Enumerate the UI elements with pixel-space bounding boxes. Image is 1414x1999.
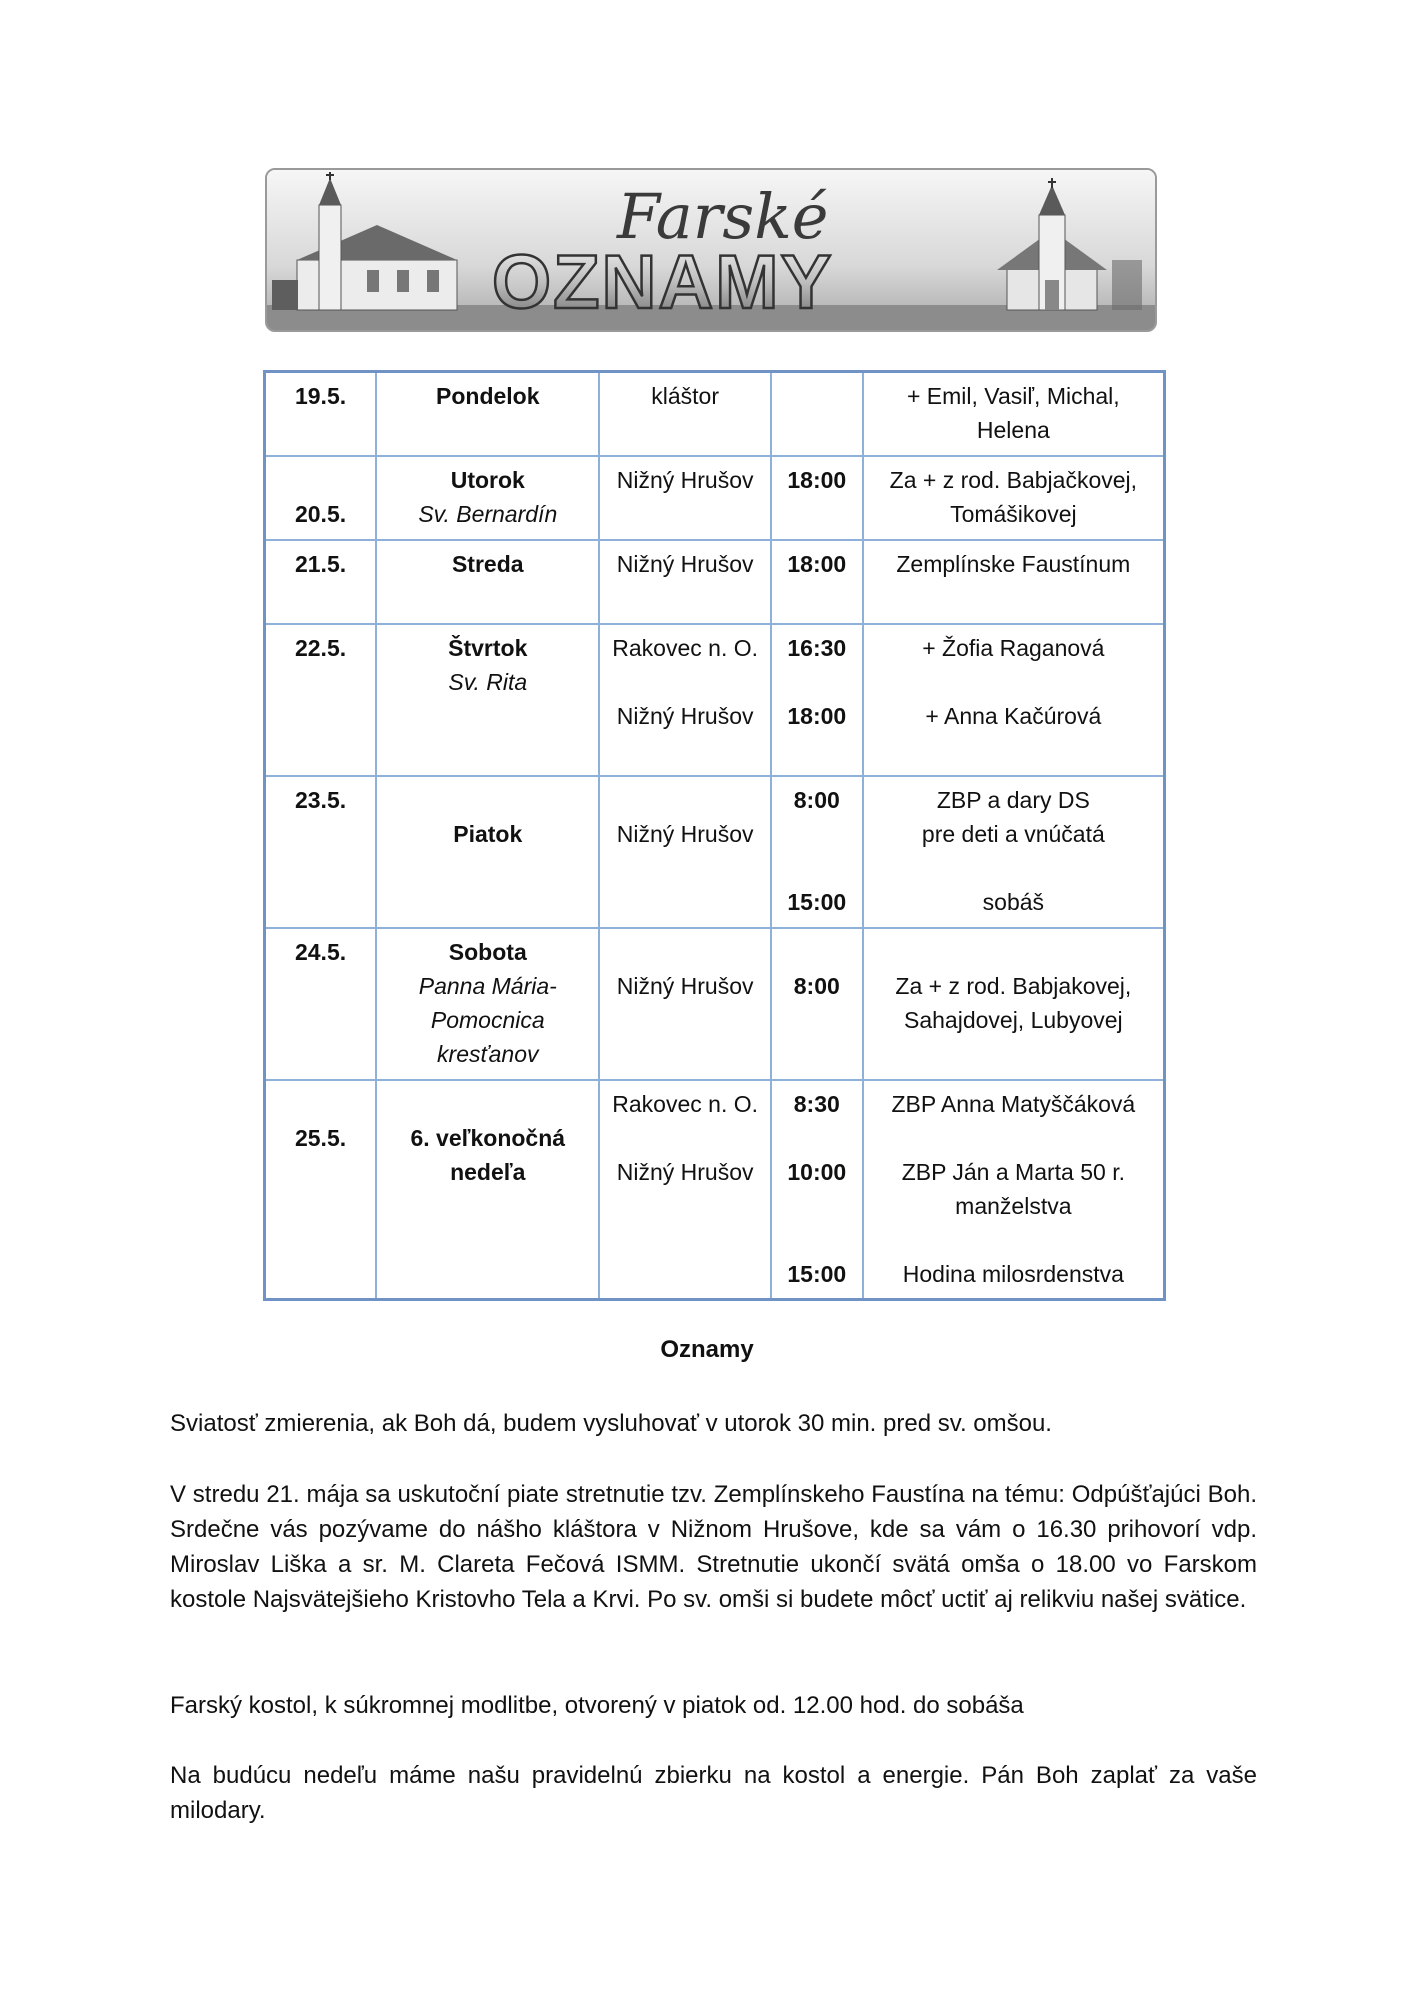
intention-cell: Za + z rod. Babjačkovej, Tomášikovej <box>863 456 1165 540</box>
intention-cell: ZBP Anna Matyščáková ZBP Ján a Marta 50 r. manželstva Hodina milosrdenstva <box>863 1080 1165 1300</box>
time-cell: 16:30 18:00 <box>771 624 863 776</box>
table-row <box>265 776 1165 928</box>
mass-schedule-table <box>263 370 1166 1301</box>
place-cell: Nižný Hrušov <box>599 928 770 1080</box>
date-cell: 22.5. <box>265 624 377 776</box>
announcement-paragraph: Farský kostol, k súkromnej modlitbe, otvorený v piatok od. 12.00 hod. do sobáša <box>170 1692 1024 1719</box>
date-cell: 19.5. <box>265 372 377 456</box>
date-cell: 21.5. <box>265 540 377 624</box>
announcement-paragraph: Na budúcu nedeľu máme našu pravidelnú zbierku na kostol a energie. Pán Boh zaplať za vaše milodary. <box>170 1762 1257 1824</box>
time-cell: 18:00 <box>771 540 863 624</box>
intention-cell: + Emil, Vasiľ, Michal, Helena <box>863 372 1165 456</box>
place-cell: Rakovec n. O. Nižný Hrušov <box>599 624 770 776</box>
day-cell: Sobota Panna Mária- Pomocnica kresťanov <box>376 928 599 1080</box>
date-cell: 23.5. <box>265 776 377 928</box>
day-cell: Štvrtok Sv. Rita <box>376 624 599 776</box>
time-cell: 8:00 15:00 <box>771 776 863 928</box>
place-cell: Nižný Hrušov <box>599 540 770 624</box>
table-row <box>265 456 1165 540</box>
table-row <box>265 540 1165 624</box>
table-row <box>265 928 1165 1080</box>
announcements-heading: Oznamy <box>660 1336 754 1363</box>
day-cell: Streda <box>376 540 599 624</box>
table-row <box>265 624 1165 776</box>
intention-cell: Za + z rod. Babjakovej, Sahajdovej, Lubyovej <box>863 928 1165 1080</box>
time-cell: 8:00 <box>771 928 863 1080</box>
date-cell: 20.5. <box>265 456 377 540</box>
table-row <box>265 372 1165 456</box>
day-cell: 6. veľkonočná nedeľa <box>376 1080 599 1300</box>
intention-cell: Zemplínske Faustínum <box>863 540 1165 624</box>
announcement-paragraph: Sviatosť zmierenia, ak Boh dá, budem vysluhovať v utorok 30 min. pred sv. omšou. <box>170 1410 1052 1437</box>
time-cell: 8:30 10:00 15:00 <box>771 1080 863 1300</box>
header-banner <box>265 168 1157 332</box>
place-cell: Nižný Hrušov <box>599 776 770 928</box>
banner-title-block: OZNAMY <box>492 240 834 325</box>
place-cell: Nižný Hrušov <box>599 456 770 540</box>
banner-title-script: Farské <box>617 180 829 253</box>
date-cell: 24.5. <box>265 928 377 1080</box>
place-cell: kláštor <box>599 372 770 456</box>
banner-illustration <box>267 170 1155 330</box>
time-cell: 18:00 <box>771 456 863 540</box>
date-cell: 25.5. <box>265 1080 377 1300</box>
day-cell: Pondelok <box>376 372 599 456</box>
intention-cell: + Žofia Raganová + Anna Kačúrová <box>863 624 1165 776</box>
time-cell <box>771 372 863 456</box>
intention-cell: ZBP a dary DS pre deti a vnúčatá sobáš <box>863 776 1165 928</box>
table-row <box>265 1080 1165 1300</box>
day-cell: Utorok Sv. Bernardín <box>376 456 599 540</box>
announcement-paragraph: V stredu 21. mája sa uskutoční piate stretnutie tzv. Zemplínskeho Faustína na tému: Odpúšťajúci Boh. Srdečne vás pozývame do nášho kláštora v Nižnom Hrušove, kde sa vám o 16.30 prihovorí vdp. Miroslav Liška a sr. M. Clareta Fečová ISMM. Stretnutie ukončí svätá omša o 18.00 vo Farskom kostole Najsvätejšieho Kristovho Tela a Krvi. Po sv. omši si budete môcť uctiť aj relikviu našej svätice. <box>170 1481 1257 1613</box>
place-cell: Rakovec n. O. Nižný Hrušov <box>599 1080 770 1300</box>
day-cell: Piatok <box>376 776 599 928</box>
